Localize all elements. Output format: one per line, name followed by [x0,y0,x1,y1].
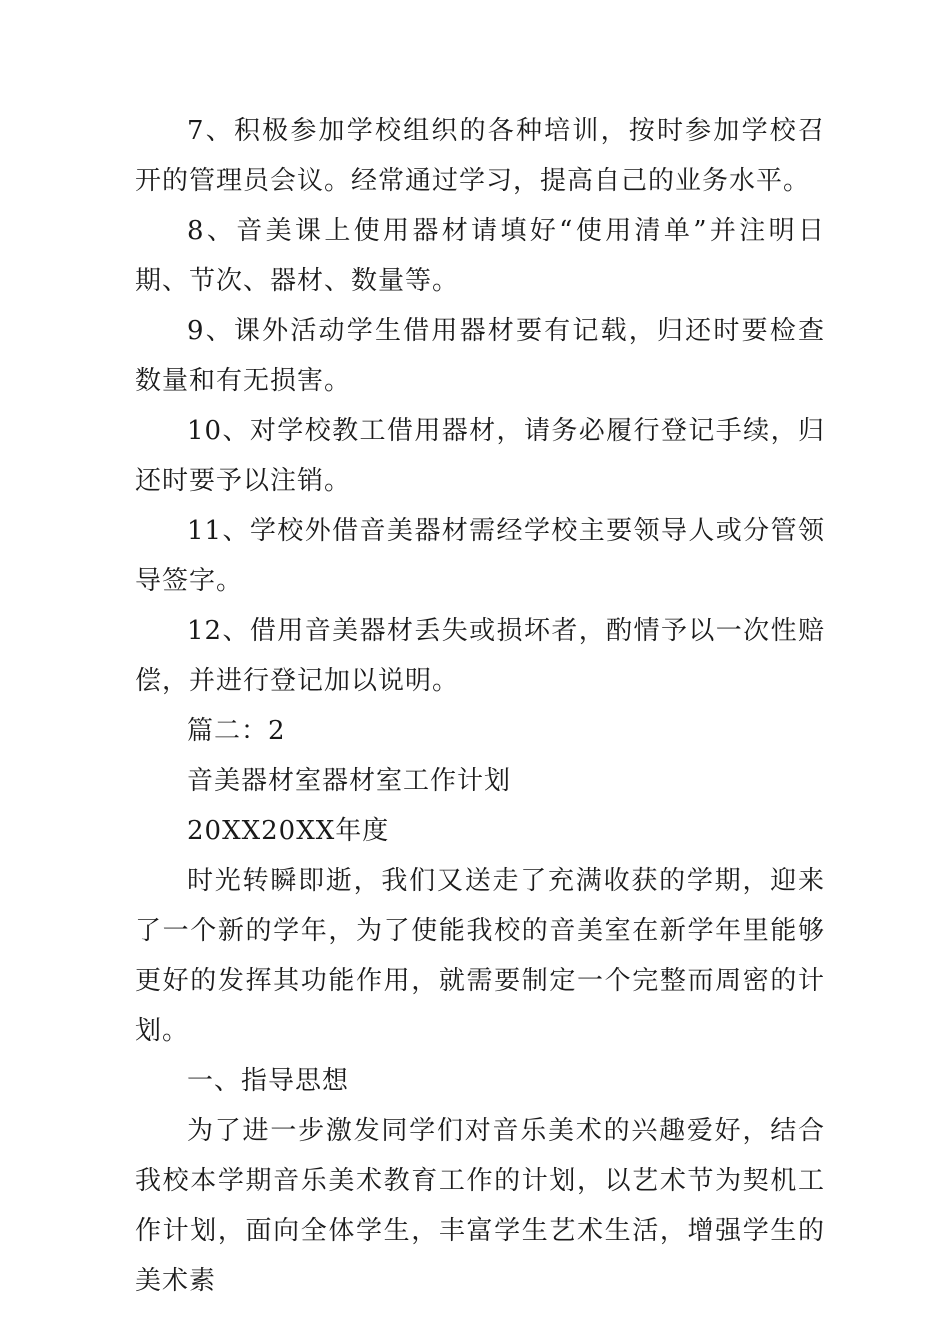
paragraph-rule-11: 11、学校外借音美器材需经学校主要领导人或分管领导签字。 [135,516,825,596]
document-year: 20XX20XX年度 [187,816,390,846]
document-title: 音美器材室器材室工作计划 [187,766,512,796]
paragraph-rule-7: 7、积极参加学校组织的各种培训，按时参加学校召开的管理员会议。经常通过学习，提高自己的业务水平。 [135,116,825,196]
paragraph-rule-12: 12、借用音美器材丢失或损坏者，酌情予以一次性赔偿，并进行登记加以说明。 [135,616,825,696]
paragraph-guiding-thought: 为了进一步激发同学们对音乐美术的兴趣爱好，结合我校本学期音乐美术教育工作的计划，以艺术节为契机工作计划，面向全体学生，丰富学生艺术生活，增强学生的美术素 [135,1116,825,1296]
section-heading: 篇二：2 [187,716,286,746]
paragraph-rule-8: 8、音美课上使用器材请填好“使用清单”并注明日期、节次、器材、数量等。 [135,216,825,296]
paragraph-intro: 时光转瞬即逝，我们又送走了充满收获的学期，迎来了一个新的学年，为了使能我校的音美室在新学年里能够更好的发挥其功能作用，就需要制定一个完整而周密的计划。 [135,866,825,1046]
paragraph-rule-9: 9、课外活动学生借用器材要有记载，归还时要检查数量和有无损害。 [135,316,825,396]
paragraph-rule-10: 10、对学校教工借用器材，请务必履行登记手续，归还时要予以注销。 [135,416,825,496]
document-body [135,106,825,1306]
subheading-guiding-thought: 一、指导思想 [187,1066,350,1096]
